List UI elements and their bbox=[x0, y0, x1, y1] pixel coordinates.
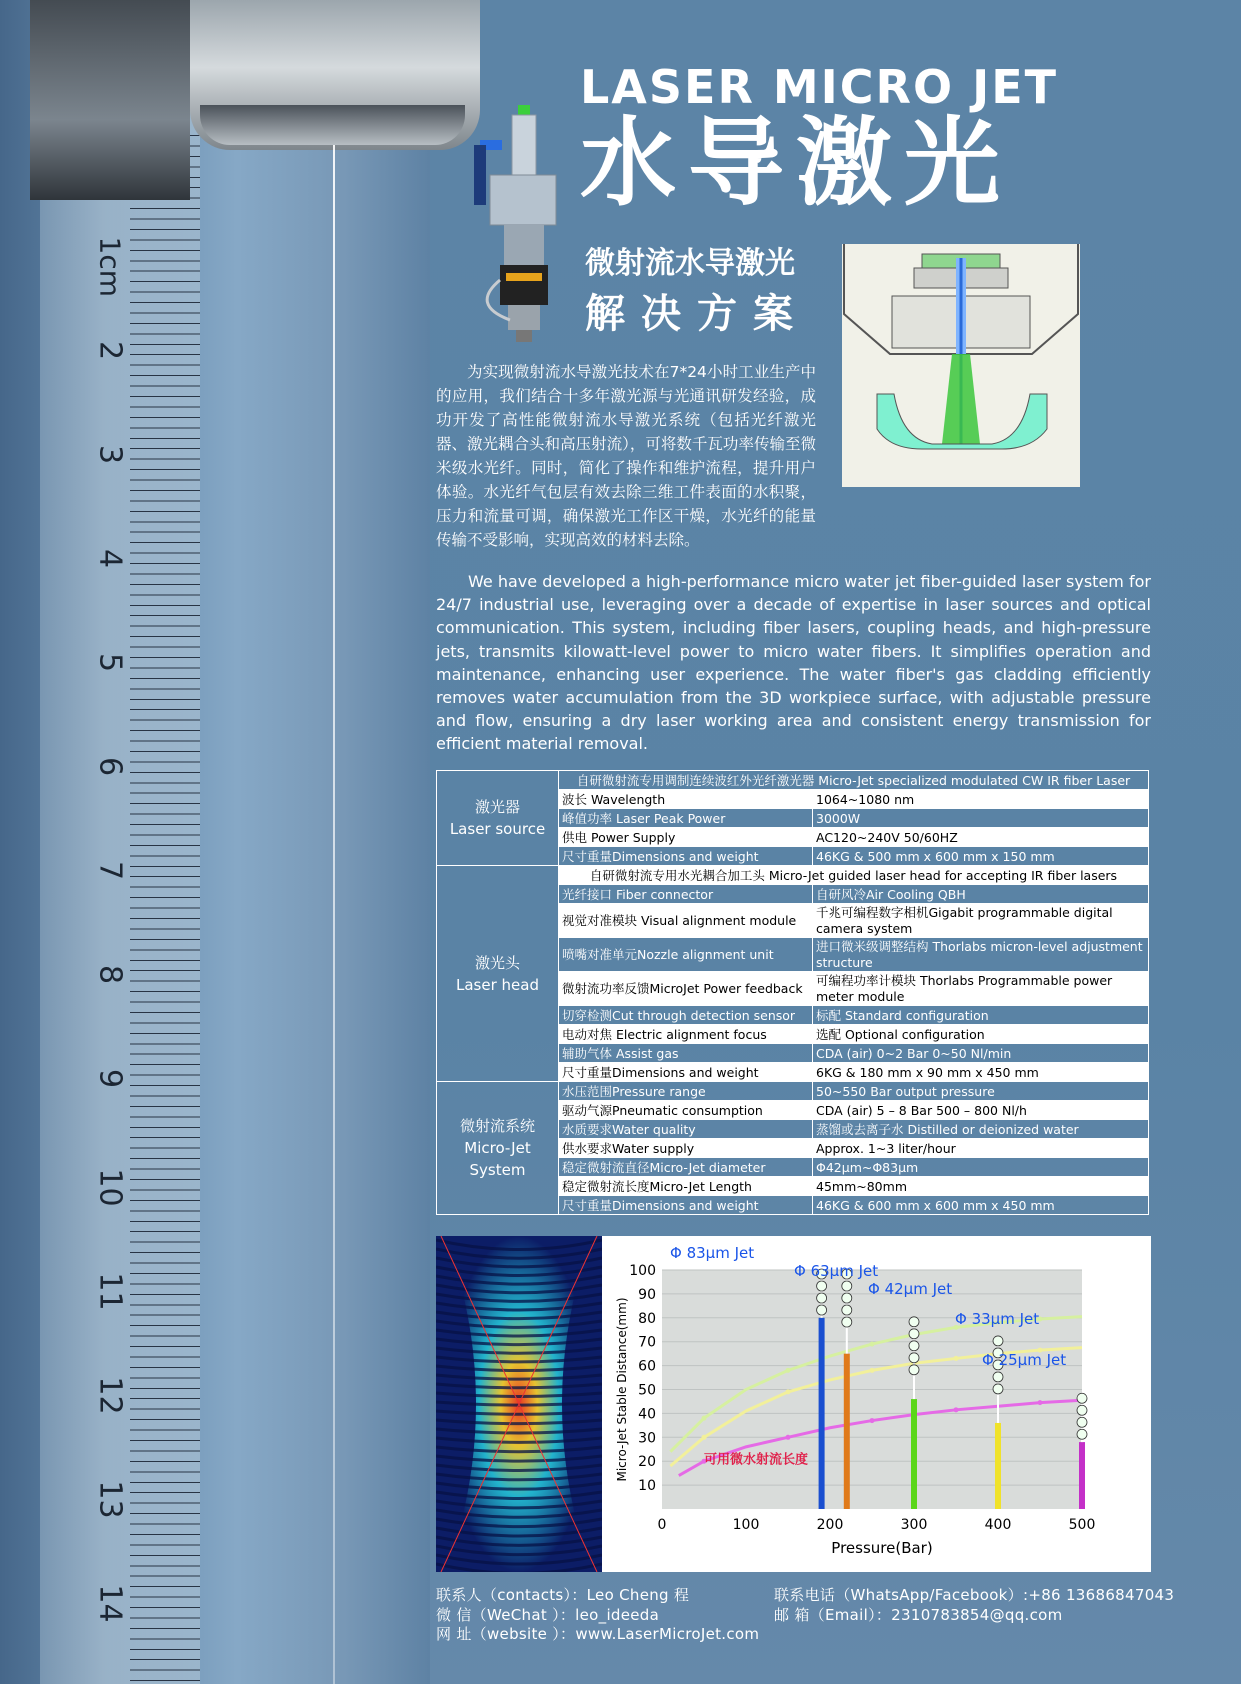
spec-param: 波长 Wavelength bbox=[559, 790, 813, 809]
category-en: Laser head bbox=[456, 975, 539, 994]
jet-droplet bbox=[993, 1384, 1003, 1394]
jet-droplet bbox=[1077, 1429, 1087, 1439]
contact-wechat: 微 信（WeChat ）：leo_ideeda bbox=[436, 1605, 660, 1624]
y-tick-label: 10 bbox=[638, 1478, 656, 1495]
annotation-usable-length: 可用微水射流长度 bbox=[704, 1452, 809, 1468]
ruler-ticks bbox=[130, 135, 200, 1684]
category-laser-head bbox=[437, 866, 559, 1082]
ruler-number: 10 bbox=[92, 1168, 128, 1207]
ruler-number: 14 bbox=[92, 1584, 128, 1623]
y-tick-label: 50 bbox=[638, 1382, 656, 1399]
spec-value: 3000W bbox=[813, 809, 1149, 828]
jet-distance-chart bbox=[602, 1236, 1151, 1572]
spec-value: 1064~1080 nm bbox=[813, 790, 1149, 809]
ruler-number: 8 bbox=[92, 964, 128, 985]
jet-label: Φ 63μm Jet bbox=[794, 1262, 879, 1280]
spec-value: Φ42μm~Φ83μm bbox=[813, 1158, 1149, 1177]
jet-droplet bbox=[993, 1336, 1003, 1346]
spec-value: 自研风冷Air Cooling QBH bbox=[813, 885, 1149, 904]
y-tick-label: 70 bbox=[638, 1334, 656, 1351]
spec-param: 电动对焦 Electric alignment focus bbox=[559, 1025, 813, 1044]
category-cn: 激光器 bbox=[474, 798, 520, 816]
jet-droplet bbox=[842, 1281, 852, 1291]
spec-table bbox=[436, 770, 1149, 1215]
jet-droplet bbox=[842, 1293, 852, 1303]
x-tick-label: 300 bbox=[900, 1517, 928, 1533]
spec-param: 供电 Power Supply bbox=[559, 828, 813, 847]
spec-param: 峰值功率 Laser Peak Power bbox=[559, 809, 813, 828]
head-section-header: 自研微射流专用水光耦合加工头 Micro-Jet guided laser head for accepting IR fiber lasers bbox=[559, 866, 1149, 885]
spec-value: 可编程功率计模块 Thorlabs Programmable power meter module bbox=[813, 972, 1149, 1006]
jet-droplet bbox=[1077, 1393, 1087, 1403]
series-point bbox=[786, 1389, 791, 1394]
spec-value: 标配 Standard configuration bbox=[813, 1006, 1149, 1025]
spec-param: 微射流功率反馈MicroJet Power feedback bbox=[559, 972, 813, 1006]
series-point bbox=[702, 1416, 707, 1421]
x-tick-label: 400 bbox=[984, 1517, 1012, 1533]
spec-value: 蒸馏或去离子水 Distilled or deionized water bbox=[813, 1120, 1149, 1139]
x-tick-label: 0 bbox=[657, 1517, 667, 1533]
spec-value: 千兆可编程数字相机Gigabit programmable digital camera system bbox=[813, 904, 1149, 938]
jet-droplet bbox=[817, 1293, 827, 1303]
spec-param: 尺寸重量Dimensions and weight bbox=[559, 1196, 813, 1215]
spec-value: 45mm~80mm bbox=[813, 1177, 1149, 1196]
jet-droplet bbox=[909, 1329, 919, 1339]
laser-section-header: 自研微射流专用调制连续波红外光纤激光器 Micro-Jet specialized modulated CW IR fiber Laser bbox=[559, 771, 1149, 790]
spec-value: CDA (air) 5 – 8 Bar 500 – 800 Nl/h bbox=[813, 1101, 1149, 1120]
jet-droplet bbox=[1077, 1417, 1087, 1427]
category-micro-jet-system bbox=[437, 1082, 559, 1215]
ruler-number: 7 bbox=[92, 860, 128, 881]
spec-param: 供水要求Water supply bbox=[559, 1139, 813, 1158]
spec-value: 6KG & 180 mm x 90 mm x 450 mm bbox=[813, 1063, 1149, 1082]
series-point bbox=[870, 1368, 875, 1373]
jet-droplet bbox=[909, 1341, 919, 1351]
y-tick-label: 80 bbox=[638, 1310, 656, 1327]
jet-label: Φ 83μm Jet bbox=[670, 1244, 755, 1262]
jet-droplet bbox=[817, 1305, 827, 1315]
series-point bbox=[870, 1418, 875, 1423]
category-laser-source bbox=[437, 771, 559, 866]
ruler-number: 3 bbox=[92, 444, 128, 465]
jet-droplet bbox=[909, 1317, 919, 1327]
ruler-number: 5 bbox=[92, 652, 128, 673]
spec-param: 切穿检测Cut through detection sensor bbox=[559, 1006, 813, 1025]
ruler-number: 13 bbox=[92, 1480, 128, 1519]
jet-droplet bbox=[842, 1317, 852, 1327]
spec-value: 进口微米级调整结构 Thorlabs micron-level adjustment structure bbox=[813, 938, 1149, 972]
contact-footer bbox=[436, 1586, 1176, 1645]
spec-param: 稳定微射流长度Micro-Jet Length bbox=[559, 1177, 813, 1196]
intro-chinese-text: 为实现微射流水导激光技术在7*24小时工业生产中的应用，我们结合十多年激光源与光通讯研发经验，成功开发了高性能微射流水导激光系统（包括光纤激光器、激光耦合头和高压射流），可将数千瓦功率传输至微米级水光纤。同时，简化了操作和维护流程，提升用户体验。水光纤气包层有效去除三维工件表面的水积聚，压力和流量可调，确保激光工作区干燥，水光纤的能量传输不受影响，实现高效的材料去除。 bbox=[436, 363, 816, 549]
y-axis-label: Micro-Jet Stable Distance(mm) bbox=[615, 1297, 629, 1482]
jet-label: Φ 25μm Jet bbox=[982, 1351, 1067, 1369]
spec-param: 辅助气体 Assist gas bbox=[559, 1044, 813, 1063]
category-en: System bbox=[469, 1161, 526, 1179]
spec-value: CDA (air) 0~2 Bar 0~50 Nl/min bbox=[813, 1044, 1149, 1063]
title-chinese: 水导激光 bbox=[580, 107, 1012, 219]
spec-param: 水质要求Water quality bbox=[559, 1120, 813, 1139]
ruler-number: 12 bbox=[92, 1376, 128, 1415]
ruler-number: 9 bbox=[92, 1068, 128, 1089]
beam-simulation-image bbox=[436, 1236, 602, 1572]
jet-droplet bbox=[909, 1353, 919, 1363]
ruler-number: 4 bbox=[92, 548, 128, 569]
spec-param: 水压范围Pressure range bbox=[559, 1082, 813, 1101]
contact-phone[interactable]: 联系电话（WhatsApp/Facebook）:+86 13686847043 bbox=[774, 1586, 1175, 1604]
y-tick-label: 30 bbox=[638, 1430, 656, 1447]
spec-value: AC120~240V 50/60HZ bbox=[813, 828, 1149, 847]
jet-droplet bbox=[993, 1372, 1003, 1382]
spec-value: 50~550 Bar output pressure bbox=[813, 1082, 1149, 1101]
category-en: Micro-Jet bbox=[464, 1139, 531, 1157]
chart-svg bbox=[602, 1236, 1151, 1572]
clamp-photo bbox=[30, 0, 190, 200]
contact-email[interactable]: 邮 箱（Email）：2310783854@qq.com bbox=[774, 1605, 1063, 1624]
spec-value: 46KG & 500 mm x 600 mm x 150 mm bbox=[813, 847, 1149, 866]
series-point bbox=[1038, 1400, 1043, 1405]
series-point bbox=[954, 1356, 959, 1361]
y-tick-label: 90 bbox=[638, 1286, 656, 1303]
laser-head-illustration bbox=[470, 105, 580, 345]
series-point bbox=[954, 1407, 959, 1412]
water-jet-line bbox=[333, 145, 335, 1684]
jet-label: Φ 33μm Jet bbox=[955, 1310, 1040, 1328]
category-en: Laser source bbox=[449, 820, 546, 838]
y-tick-label: 60 bbox=[638, 1358, 656, 1375]
spec-param: 尺寸重量Dimensions and weight bbox=[559, 847, 813, 866]
contact-name: 联系人（contacts）：Leo Cheng 程 bbox=[436, 1586, 690, 1604]
jet-bar bbox=[1079, 1442, 1085, 1509]
jet-droplet bbox=[1077, 1405, 1087, 1415]
series-point bbox=[786, 1435, 791, 1440]
jet-bar bbox=[911, 1399, 917, 1509]
spec-param: 尺寸重量Dimensions and weight bbox=[559, 1063, 813, 1082]
jet-droplet bbox=[817, 1281, 827, 1291]
subtitle-line-2: 解决方案 bbox=[585, 291, 809, 337]
spec-value: 46KG & 600 mm x 600 mm x 450 mm bbox=[813, 1196, 1149, 1215]
spec-param: 稳定微射流直径Micro-Jet diameter bbox=[559, 1158, 813, 1177]
nozzle-ring-photo bbox=[200, 105, 465, 145]
ruler-number: 11 bbox=[92, 1272, 128, 1311]
title-english: LASER MICRO JET bbox=[580, 60, 1059, 114]
subtitle-line-1: 微射流水导激光 bbox=[585, 246, 795, 281]
series-point bbox=[786, 1368, 791, 1373]
jet-droplet bbox=[909, 1365, 919, 1375]
x-tick-label: 200 bbox=[816, 1517, 844, 1533]
series-point bbox=[870, 1342, 875, 1347]
spec-param: 喷嘴对准单元Nozzle alignment unit bbox=[559, 938, 813, 972]
x-tick-label: 500 bbox=[1068, 1517, 1096, 1533]
jet-label: Φ 42μm Jet bbox=[868, 1280, 953, 1298]
spec-value: 选配 Optional configuration bbox=[813, 1025, 1149, 1044]
x-axis-label: Pressure(Bar) bbox=[831, 1539, 933, 1557]
ruler-number: 6 bbox=[92, 756, 128, 777]
y-tick-label: 40 bbox=[638, 1406, 656, 1423]
spec-value: Approx. 1~3 liter/hour bbox=[813, 1139, 1149, 1158]
jet-bar bbox=[844, 1354, 850, 1509]
jet-droplet bbox=[842, 1305, 852, 1315]
intro-chinese-paragraph bbox=[436, 360, 1151, 549]
y-tick-label: 20 bbox=[638, 1454, 656, 1471]
jet-bar bbox=[819, 1318, 825, 1509]
y-tick-label: 100 bbox=[629, 1263, 656, 1279]
jet-bar bbox=[995, 1423, 1001, 1509]
ruler-unit-label: 1cm bbox=[93, 236, 127, 297]
series-point bbox=[702, 1435, 707, 1440]
spec-param: 光纤接口 Fiber connector bbox=[559, 885, 813, 904]
category-cn: 微射流系统 bbox=[459, 1117, 535, 1135]
contact-website[interactable]: 网 址（website ）：www.LaserMicroJet.com bbox=[436, 1625, 760, 1643]
spec-param: 驱动气源Pneumatic consumption bbox=[559, 1101, 813, 1120]
category-cn: 激光头 bbox=[474, 953, 520, 972]
ruler-number: 2 bbox=[92, 340, 128, 361]
ruler-numbers bbox=[80, 0, 140, 1684]
x-tick-label: 100 bbox=[732, 1517, 760, 1533]
spec-param: 视觉对准模块 Visual alignment module bbox=[559, 904, 813, 938]
intro-english-paragraph: We have developed a high-performance micro water jet fiber-guided laser system for 24/7 industrial use, leveraging over a decade of expertise in laser sources and optical communication. This system, including fiber lasers, coupling heads, and high-pressure jets, transmits kilowatt-level power to micro water fibers. It simplifies operation and maintenance, enhancing user experience. The water fiber's gas cladding efficiently removes water accumulation from the 3D workpiece surface, with adjustable pressure and flow, ensuring a dry laser working area and consistent energy transmission for efficient material removal. bbox=[436, 572, 1151, 754]
